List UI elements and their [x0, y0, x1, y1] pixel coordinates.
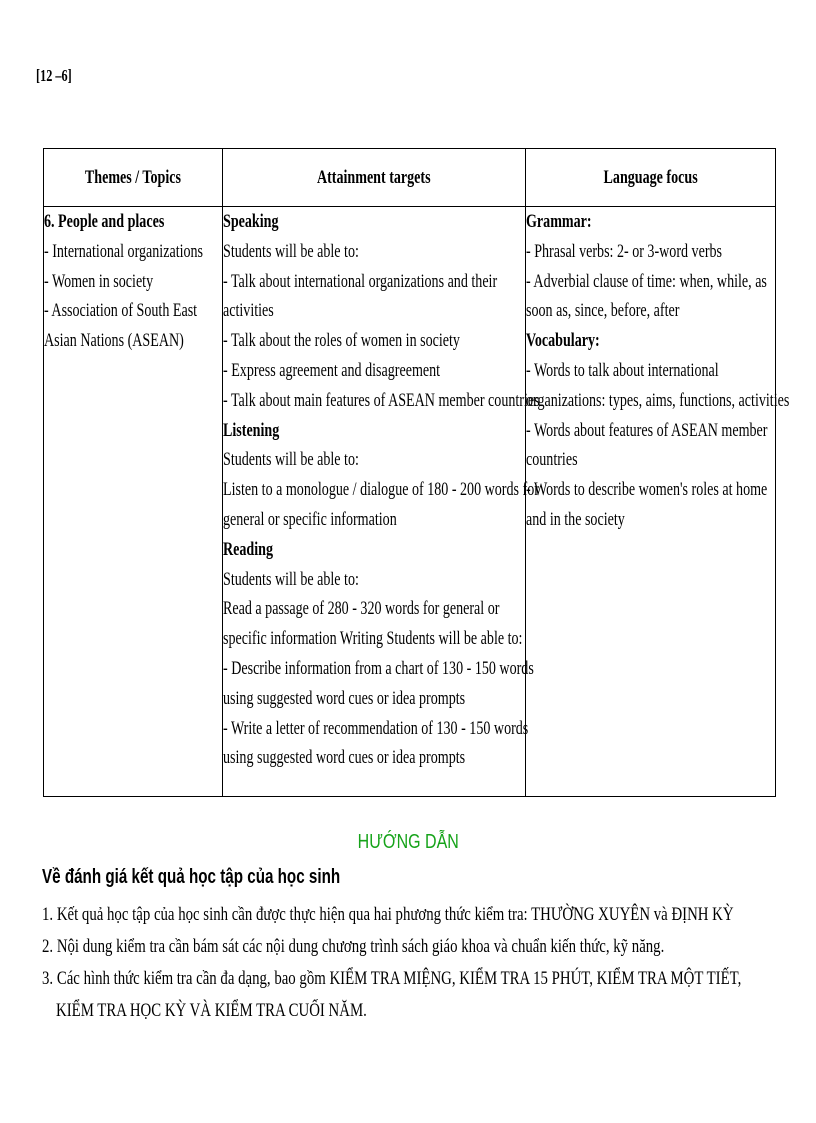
- target-line: - Talk about the roles of women in society: [223, 330, 460, 352]
- header-targets: Attainment targets: [223, 149, 526, 207]
- reading-heading: Reading: [223, 538, 274, 560]
- guide-subtitle: Về đánh giá kết quả học tập của học sinh: [42, 866, 341, 888]
- theme-title: 6. People and places: [44, 211, 165, 232]
- header-themes: Themes / Topics: [44, 149, 223, 207]
- focus-line: - Adverbial clause of time: when, while, as: [526, 270, 767, 292]
- guide-item: 1. Kết quả học tập của học sinh cần được thực hiện qua hai phương thức kiểm tra: THƯỜNG XUYÊN và ĐỊNH KỲ: [42, 904, 734, 925]
- focus-line: soon as, since, before, after: [526, 300, 680, 322]
- guide-title: HƯỚNG DẪN: [357, 831, 459, 853]
- target-line: using suggested word cues or idea prompts: [223, 687, 466, 709]
- target-line: - Write a letter of recommendation of 130 - 150 words: [223, 717, 529, 739]
- target-line: using suggested word cues or idea prompts: [223, 747, 466, 769]
- speaking-heading: Speaking: [223, 211, 279, 232]
- guide-list: [42, 899, 816, 1027]
- target-line: activities: [223, 300, 274, 322]
- language-focus-cell: [526, 207, 790, 797]
- vocabulary-heading: Vocabulary:: [526, 330, 600, 352]
- header-language-focus: Language focus: [526, 149, 776, 207]
- grammar-heading: Grammar:: [526, 211, 592, 232]
- target-line: - Describe information from a chart of 130 - 150 words: [223, 657, 534, 679]
- listening-heading: Listening: [223, 419, 280, 441]
- target-line: - Talk about international organizations and their: [223, 270, 498, 292]
- focus-line: and in the society: [526, 508, 625, 530]
- guide-item: KIỂM TRA HỌC KỲ VÀ KIỂM TRA CUỐI NĂM.: [56, 1000, 367, 1021]
- target-line: Students will be able to:: [223, 240, 359, 262]
- target-line: Listen to a monologue / dialogue of 180 - 200 words for: [223, 479, 539, 501]
- target-line: specific information Writing Students will be able to:: [223, 628, 523, 650]
- target-line: - Express agreement and disagreement: [223, 359, 441, 381]
- target-line: Students will be able to:: [223, 449, 359, 471]
- focus-line: - Words to talk about international: [526, 359, 719, 381]
- target-line: - Talk about main features of ASEAN member countries: [223, 389, 540, 411]
- targets-cell: [223, 207, 540, 797]
- focus-line: countries: [526, 449, 578, 471]
- focus-line: - Words to describe women's roles at home: [526, 479, 768, 501]
- focus-line: - Phrasal verbs: 2- or 3-word verbs: [526, 240, 723, 262]
- table-header-row: [44, 149, 776, 207]
- theme-line: - International organizations: [44, 240, 204, 262]
- guide-item: 3. Các hình thức kiểm tra cần đa dạng, bao gồm KIỂM TRA MIỆNG, KIỂM TRA 15 PHÚT, KIỂM TRA MỘT TIẾT,: [42, 968, 742, 989]
- theme-line: - Women in society: [44, 270, 154, 292]
- focus-line: organizations: types, aims, functions, activities: [526, 389, 790, 411]
- target-line: Read a passage of 280 - 320 words for general or: [223, 598, 500, 620]
- theme-line: - Association of South East: [44, 300, 198, 322]
- target-line: Students will be able to:: [223, 568, 359, 590]
- table-row: [44, 207, 776, 797]
- curriculum-table: [43, 148, 790, 797]
- guide-item: 2. Nội dung kiểm tra cần bám sát các nội dung chương trình sách giáo khoa và chuẩn kiến thức, kỹ năng.: [42, 936, 665, 957]
- theme-line: Asian Nations (ASEAN): [44, 330, 184, 352]
- themes-cell: [44, 207, 223, 797]
- page-code: [12 –6]: [36, 66, 72, 85]
- target-line: general or specific information: [223, 508, 397, 530]
- focus-line: - Words about features of ASEAN member: [526, 419, 768, 441]
